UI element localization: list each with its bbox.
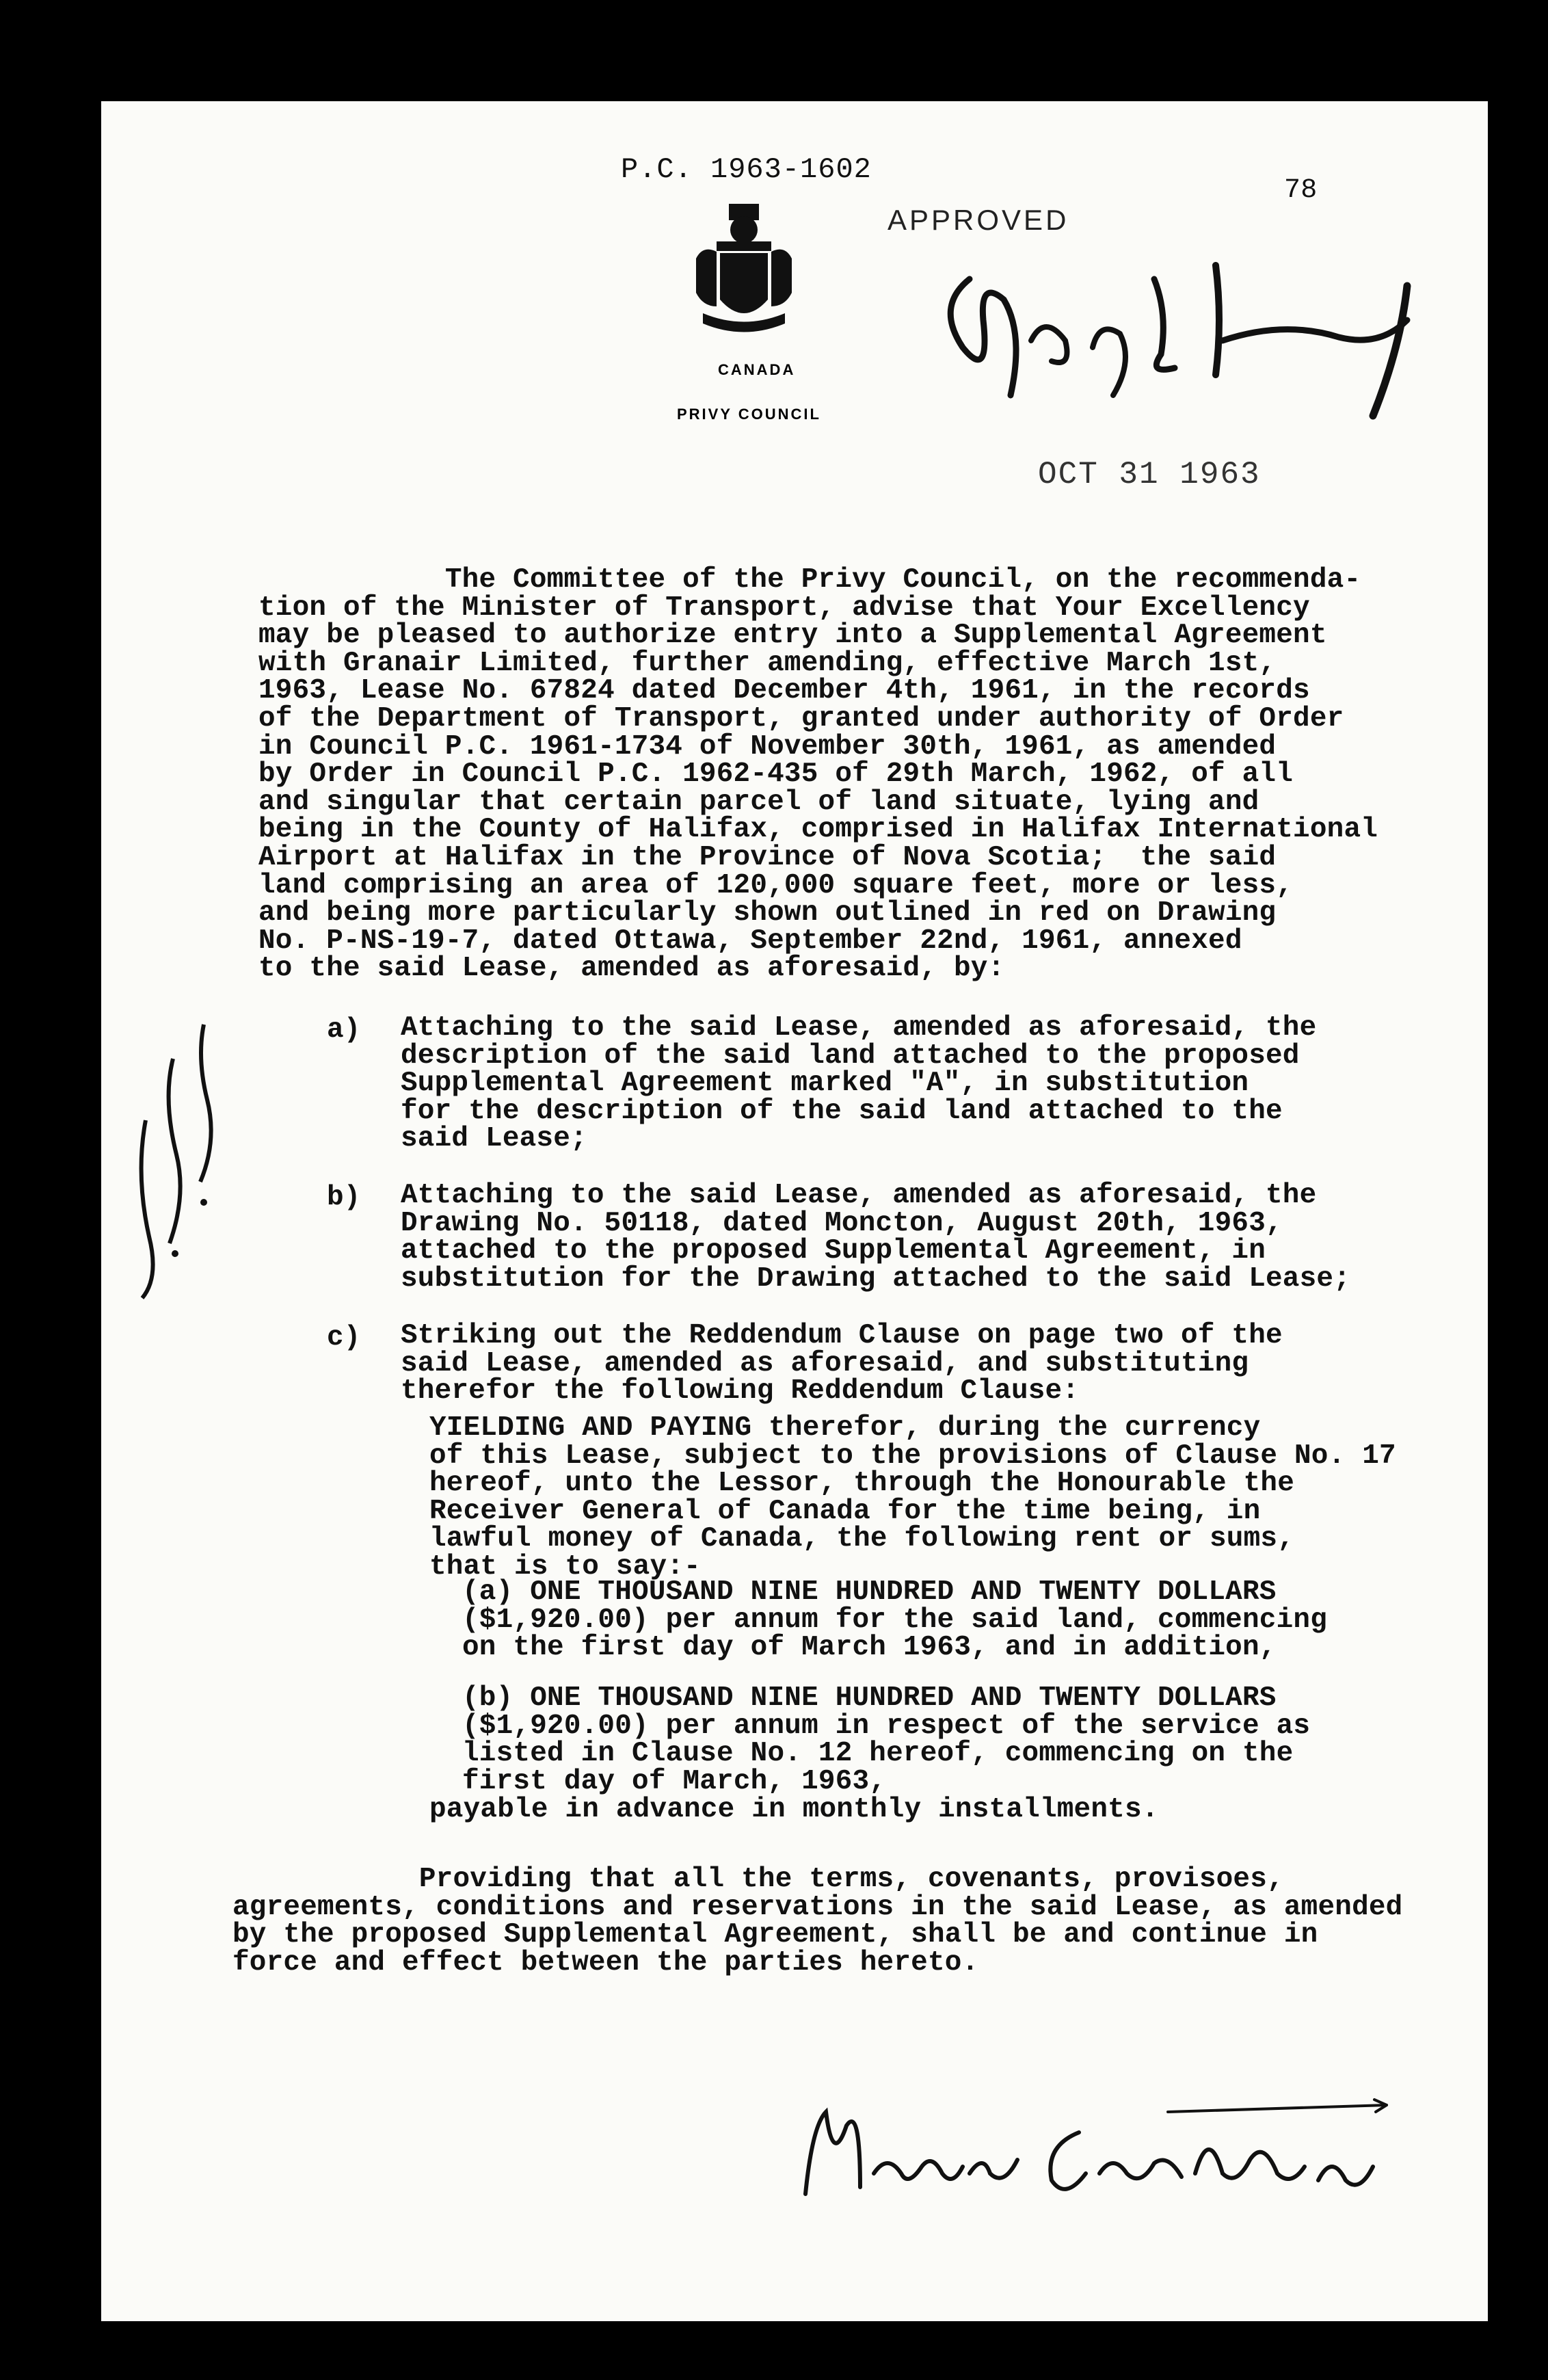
reddendum-sub-b: (b) ONE THOUSAND NINE HUNDRED AND TWENTY DOLLARS ($1,920.00) per annum in respect of the service as listed in Clause No. 12 hereof, commencing on the first day of March, 1963, [462,1682,1311,1797]
emblem-caption-privy-council: PRIVY COUNCIL [677,406,821,423]
item-c-text: Striking out the Reddendum Clause on page two of the said Lease, amended as aforesaid, and substituting therefor the following Reddendum Clause: [401,1320,1283,1407]
payable-clause: payable in advance in monthly installments. [429,1794,1159,1825]
reddendum-sub-a: (a) ONE THOUSAND NINE HUNDRED AND TWENTY DOLLARS ($1,920.00) per annum for the said land, commencing on the first day of March 1963, and in addition, [462,1576,1328,1664]
minister-signature [785,2085,1400,2221]
page-number: 78 [1284,175,1318,206]
document-page [101,101,1488,2321]
reddendum-clause: YIELDING AND PAYING therefor, during the currency of this Lease, subject to the provisions of Clause No. 17 hereof, unto the Lessor, through the Honourable the Receiver General of Canada for the time being, in lawful money of Canada, the following rent or sums, that is to say:- [429,1412,1396,1583]
order-in-council-number: P.C. 1963-1602 [621,153,872,186]
recommendation-paragraph: The Committee of the Privy Council, on the recommenda- tion of the Minister of Transport, advise that Your Excellency may be pleased to authorize entry into a Supplemental Agreement with Granair Limited, further amending, effective March 1st, 1963, Lease No. 67824 dated December 4th, 1961, in the records of the Department of Transport, granted under authority of Order in Council P.C. 1961-1734 of November 30th, 1961, as amended by Order in Council P.C. 1962-435 of 29th March, 1962, of all and singular that certain parcel of land situate, lying and being in the County of Halifax, comprised in Halifax International Airport at Halifax in the Province of Nova Scotia; the said land comprising an area of 120,000 square feet, more or less, and being more particularly shown outlined in red on Drawing No. P-NS-19-7, dated Ottawa, September 22nd, 1961, annexed to the said Lease, amended as aforesaid, by: [258,564,1378,985]
date-stamp: OCT 31 1963 [1038,457,1261,492]
governor-general-signature [929,238,1448,423]
canada-coat-of-arms-icon [689,204,799,341]
item-a-label: a) [327,1014,361,1046]
emblem-caption-canada: CANADA [718,361,796,378]
handwritten-margin-note [122,1018,258,1305]
item-b-text: Attaching to the said Lease, amended as aforesaid, the Drawing No. 50118, dated Moncton, August 20th, 1963, attached to the proposed Supplemental Agreement, in substitution for the Drawing attached to the said Lease; [401,1180,1351,1295]
item-b-label: b) [327,1182,361,1213]
approved-stamp: APPROVED [888,204,1069,236]
closing-paragraph: Providing that all the terms, covenants, provisoes, agreements, conditions and reservations in the said Lease, as amended by the proposed Supplemental Agreement, shall be and continue in force and effect between the parties hereto. [232,1864,1403,1979]
item-c-label: c) [327,1322,361,1353]
item-a-text: Attaching to the said Lease, amended as aforesaid, the description of the said land attached to the proposed Supplemental Agreement marked "A", in substitution for the description of the said land attached to the said Lease; [401,1012,1317,1155]
